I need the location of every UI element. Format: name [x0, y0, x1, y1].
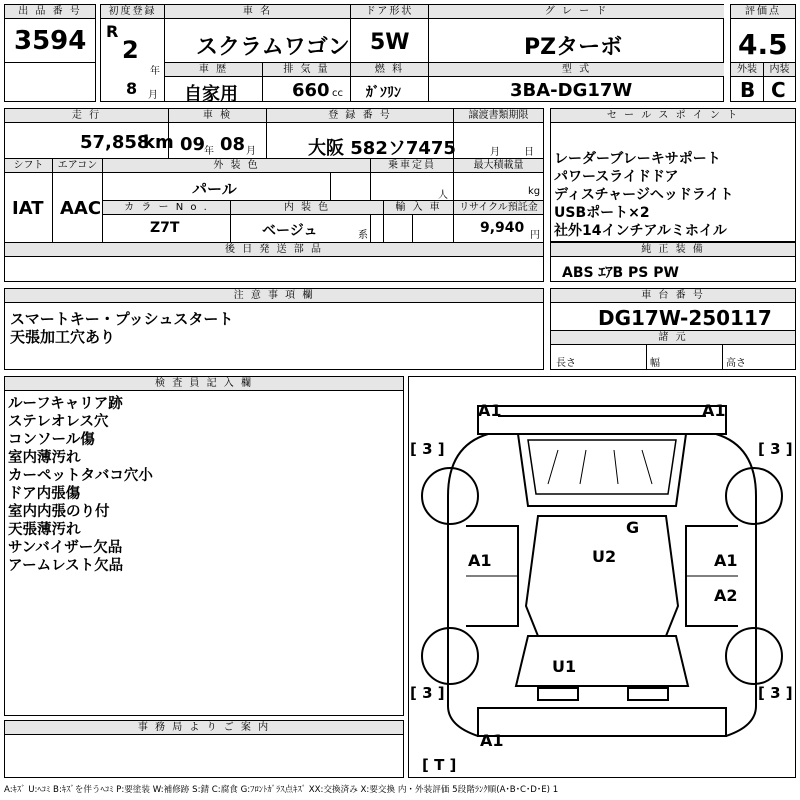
recycle: 9,940 [480, 220, 525, 236]
rear-lamp-right [628, 688, 668, 700]
model-label: 型 式 [429, 63, 724, 77]
mileage: 57,858 [80, 132, 150, 153]
mark-front-left: A1 [478, 401, 502, 420]
lot-number: 3594 [14, 26, 87, 56]
mark-door-right-2: A2 [714, 586, 738, 605]
fuel-label: 燃 料 [351, 63, 428, 77]
grade: PZターボ [524, 35, 623, 60]
int-color: ベージュ [262, 223, 318, 239]
history: 自家用 [184, 84, 238, 105]
ac: AAC [60, 198, 102, 219]
insp-year: 09 [180, 134, 206, 155]
standard-label: 純 正 装 備 [551, 243, 795, 257]
mark-tire-rl: [ 3 ] [410, 684, 445, 702]
lot-label: 出 品 番 号 [5, 5, 95, 19]
inspector-note: 室内薄汚れ [8, 450, 81, 466]
chassis-number: DG17W-250117 [598, 306, 772, 330]
colorno-label: カ ラ ー N o . [103, 201, 230, 215]
grade-label: グ レ ー ド [429, 5, 724, 19]
mark-tire-fl: [ 3 ] [410, 440, 445, 458]
inspector-note: サンバイザー欠品 [8, 540, 123, 556]
load-unit: kg [528, 186, 541, 197]
inspector-note: 天張薄汚れ [8, 522, 81, 538]
inspector-label: 検 査 員 記 入 欄 [5, 377, 403, 391]
plate-label: 登 録 番 号 [267, 109, 453, 123]
spec-label: 諸 元 [551, 331, 795, 345]
sales-point: パワースライドドア [554, 169, 679, 185]
mark-front-right: A1 [702, 401, 726, 420]
wheel-rr [726, 628, 782, 684]
standard-equipment: ABS ｴｱB PS PW [562, 265, 679, 281]
displacement: 660 [292, 80, 330, 101]
sales-point: レーダーブレーキサポート [554, 151, 721, 167]
mark-tire-rr: [ 3 ] [758, 684, 793, 702]
mark-roof: U2 [592, 547, 617, 566]
mark-glass: G [626, 518, 640, 537]
mark-door-left: A1 [468, 551, 492, 570]
inspection-label: 車 検 [169, 109, 266, 123]
plate: 大阪 582ソ7475 [308, 138, 456, 159]
ac-label: エアコン [53, 159, 102, 173]
width-label: 幅 [650, 358, 660, 369]
first-reg-month: 8 [126, 79, 138, 98]
car-body [448, 434, 756, 736]
ext-color: パール [192, 180, 237, 198]
era: R [106, 22, 119, 41]
int-grade: C [771, 78, 786, 102]
notes-list [10, 310, 233, 346]
mileage-label: 走 行 [5, 109, 168, 123]
sales-label: セ ー ル ス ポ イ ン ト [551, 109, 795, 123]
inspector-note: 室内内張のり付 [8, 504, 110, 520]
inspector-note: ルーフキャリア跡 [8, 396, 123, 412]
int-color-suffix: 系 [358, 230, 368, 241]
inspector-note: コンソール傷 [8, 432, 95, 448]
year-unit: 年 [150, 66, 160, 77]
yen-unit: 円 [530, 230, 540, 241]
chassis-label: 車 台 番 号 [551, 289, 795, 303]
inspector-notes [8, 395, 153, 575]
wheel-rl [422, 628, 478, 684]
office-label: 事 務 局 よ り ご 案 内 [5, 721, 403, 735]
rear-lamp-left [538, 688, 578, 700]
sales-point: USBポート×2 [554, 205, 650, 221]
sales-points [554, 150, 733, 240]
notes-label: 注 意 事 項 欄 [5, 289, 543, 303]
length-label: 長さ [556, 358, 576, 369]
displacement-label: 排 気 量 [263, 63, 350, 77]
shift: IAT [12, 198, 44, 219]
mark-tire-fr: [ 3 ] [758, 440, 793, 458]
front-bumper [478, 406, 726, 434]
inspector-note: ステレオレス穴 [8, 414, 109, 430]
int-label: 内装 [764, 63, 795, 77]
mark-door-right: A1 [714, 551, 738, 570]
ext-color-label: 外 装 色 [103, 159, 370, 173]
cc-unit: cc [332, 88, 343, 99]
import-label: 輸 入 車 [384, 201, 453, 215]
mark-trunk: [ T ] [422, 756, 457, 774]
transfer-label: 譲渡書類期限 [454, 109, 543, 123]
load-label: 最大積載量 [454, 159, 543, 173]
insp-year-unit: 年 [204, 146, 214, 157]
shift-label: シフト [5, 159, 52, 173]
sales-point: 社外14インチアルミホイル [554, 223, 727, 239]
car-diagram [408, 376, 796, 778]
capacity-unit: 人 [438, 190, 448, 201]
ext-grade: B [740, 78, 756, 102]
note-item: スマートキー・プッシュスタート [10, 310, 234, 328]
score-label: 評価点 [731, 5, 795, 19]
height-label: 高さ [726, 358, 746, 369]
rear-bumper [478, 708, 726, 736]
int-color-label: 内 装 色 [231, 201, 383, 215]
car-name-label: 車 名 [165, 5, 350, 19]
insp-month: 08 [220, 134, 246, 155]
first-reg-year: 2 [122, 36, 139, 64]
fuel: ｶﾞｿﾘﾝ [366, 85, 401, 101]
recycle-label: リサイクル預託金 [454, 201, 543, 215]
note-item: 天張加工穴あり [10, 328, 116, 346]
insp-month-unit: 月 [246, 146, 256, 157]
mark-floor: U1 [552, 657, 577, 676]
door-type: 5W [370, 30, 410, 55]
model: 3BA-DG17W [510, 80, 633, 101]
sales-point: ディスチャージヘッドライト [554, 187, 734, 203]
hood [518, 434, 686, 506]
legend: A:ｷｽﾞ U:ﾍｺﾐ B:ｷｽﾞを伴うﾍｺﾐ P:要塗装 W:補修跡 S:錆 C:腐食 G:ﾌﾛﾝﾄｶﾞﾗｽ点ｷｽﾞ XX:交換済み X:要交換 内・外装評価 5段階ﾗﾝｸ順(A･B･C･D･E) 1 [4, 785, 559, 795]
mark-rear: A1 [480, 731, 504, 750]
roof [526, 516, 678, 636]
transfer-day: 日 [524, 147, 534, 158]
inspector-note: アームレスト欠品 [8, 558, 124, 574]
month-unit: 月 [148, 90, 158, 101]
inspector-note: ドア内張傷 [8, 486, 81, 502]
score: 4.5 [738, 28, 788, 61]
later-parts-label: 後 日 発 送 部 品 [5, 243, 543, 257]
transfer-month: 月 [490, 147, 500, 158]
first-reg-label: 初度登録 [101, 5, 164, 19]
door-label: ドア形状 [351, 5, 428, 19]
km-unit: km [143, 132, 174, 153]
capacity-label: 乗車定員 [371, 159, 453, 173]
ext-label: 外装 [731, 63, 763, 77]
rear-cabin [516, 636, 688, 686]
car-name: スクラムワゴン [196, 35, 350, 60]
history-label: 車 歴 [165, 63, 262, 77]
inspector-note: カーペットタバコ穴小 [8, 468, 153, 484]
colorno: Z7T [150, 220, 180, 236]
windshield [528, 440, 676, 494]
